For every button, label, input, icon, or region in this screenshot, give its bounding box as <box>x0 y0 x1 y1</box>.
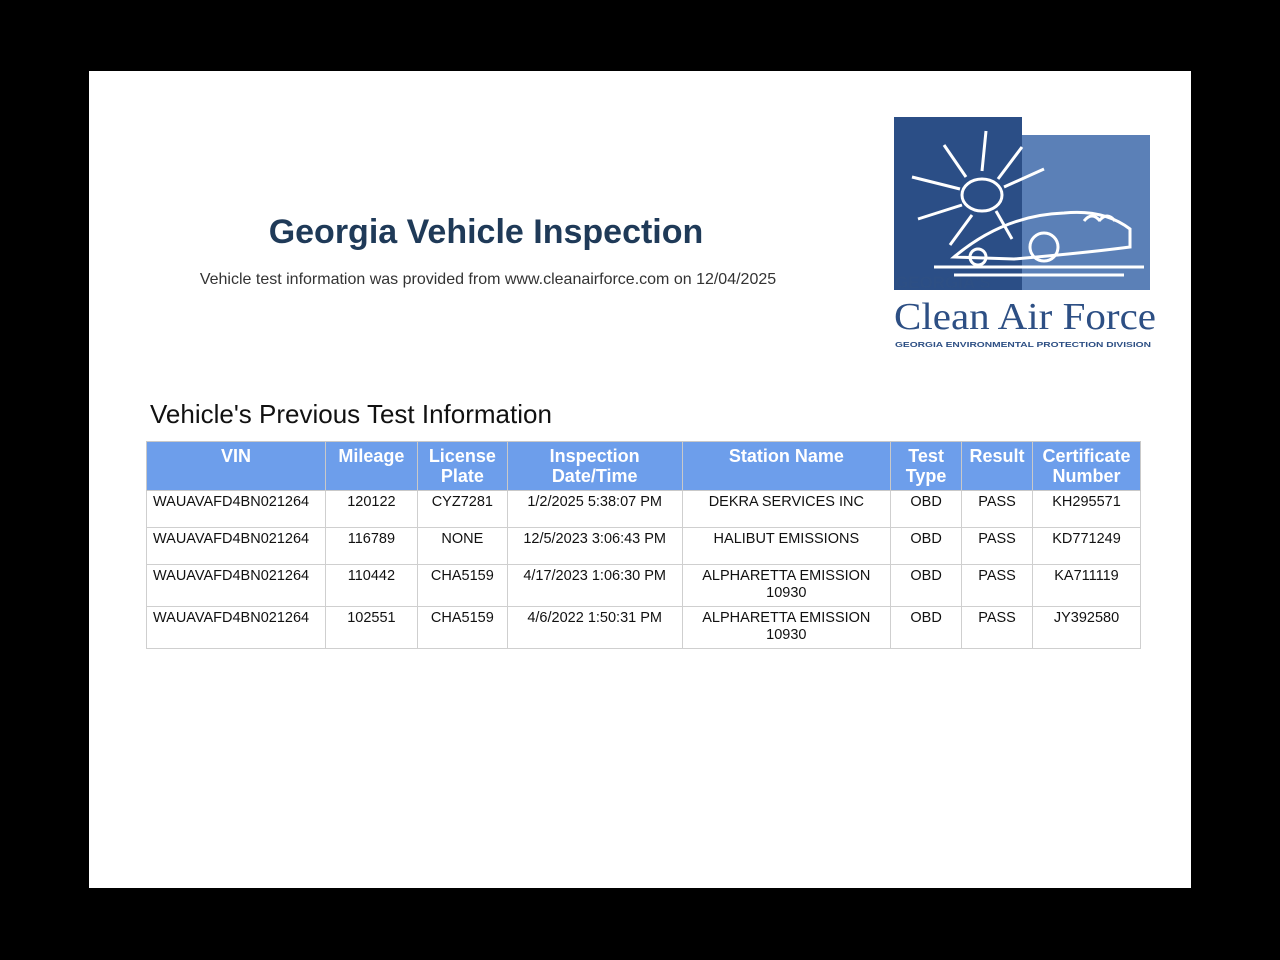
column-header-certificate-number: Certificate Number <box>1033 442 1141 491</box>
column-header-station-name: Station Name <box>682 442 891 491</box>
column-header-vin: VIN <box>147 442 326 491</box>
source-note: Vehicle test information was provided from www.cleanairforce.com on 12/04/2025 <box>199 271 777 288</box>
document-page <box>89 71 1191 888</box>
logo-brand-text: Clean Air Force <box>894 296 1156 338</box>
cell-test-type: OBD <box>891 565 962 607</box>
cell-inspection-datetime: 4/6/2022 1:50:31 PM <box>507 607 682 649</box>
cell-license-plate: NONE <box>417 528 507 565</box>
logo-division-text: GEORGIA ENVIRONMENTAL PROTECTION DIVISION <box>895 342 1151 349</box>
cell-station-name: ALPHARETTA EMISSION 10930 <box>682 607 891 649</box>
cell-certificate-number: KH295571 <box>1033 491 1141 528</box>
column-header-test-type: Test Type <box>891 442 962 491</box>
cell-station-name: DEKRA SERVICES INC <box>682 491 891 528</box>
column-header-license-plate: License Plate <box>417 442 507 491</box>
cell-vin: WAUAVAFD4BN021264 <box>147 528 326 565</box>
column-header-mileage: Mileage <box>325 442 417 491</box>
cell-certificate-number: JY392580 <box>1033 607 1141 649</box>
logo-top-text: GEORGIA'S <box>895 273 991 292</box>
page-title: Georgia Vehicle Inspection <box>268 213 704 251</box>
cell-inspection-datetime: 12/5/2023 3:06:43 PM <box>507 528 682 565</box>
cell-result: PASS <box>962 607 1033 649</box>
table-row <box>147 565 1141 607</box>
cell-mileage: 120122 <box>325 491 417 528</box>
cell-license-plate: CHA5159 <box>417 565 507 607</box>
cell-mileage: 110442 <box>325 565 417 607</box>
cell-station-name: HALIBUT EMISSIONS <box>682 528 891 565</box>
cell-result: PASS <box>962 491 1033 528</box>
clean-air-force-logo <box>894 117 1162 351</box>
cell-mileage: 116789 <box>325 528 417 565</box>
cell-certificate-number: KA711119 <box>1033 565 1141 607</box>
table-row <box>147 528 1141 565</box>
table-row <box>147 607 1141 649</box>
cell-mileage: 102551 <box>325 607 417 649</box>
cell-station-name: ALPHARETTA EMISSION 10930 <box>682 565 891 607</box>
cell-inspection-datetime: 1/2/2025 5:38:07 PM <box>507 491 682 528</box>
cell-vin: WAUAVAFD4BN021264 <box>147 565 326 607</box>
test-history-table <box>146 441 1141 649</box>
column-header-inspection-datetime: Inspection Date/Time <box>507 442 682 491</box>
table-header-row <box>147 442 1141 491</box>
cell-inspection-datetime: 4/17/2023 1:06:30 PM <box>507 565 682 607</box>
cell-vin: WAUAVAFD4BN021264 <box>147 491 326 528</box>
cell-test-type: OBD <box>891 491 962 528</box>
column-header-result: Result <box>962 442 1033 491</box>
cell-license-plate: CYZ7281 <box>417 491 507 528</box>
cell-vin: WAUAVAFD4BN021264 <box>147 607 326 649</box>
cell-certificate-number: KD771249 <box>1033 528 1141 565</box>
cell-result: PASS <box>962 565 1033 607</box>
table-row <box>147 491 1141 528</box>
cell-license-plate: CHA5159 <box>417 607 507 649</box>
cell-test-type: OBD <box>891 607 962 649</box>
cell-result: PASS <box>962 528 1033 565</box>
cell-test-type: OBD <box>891 528 962 565</box>
section-title: Vehicle's Previous Test Information <box>150 399 552 429</box>
